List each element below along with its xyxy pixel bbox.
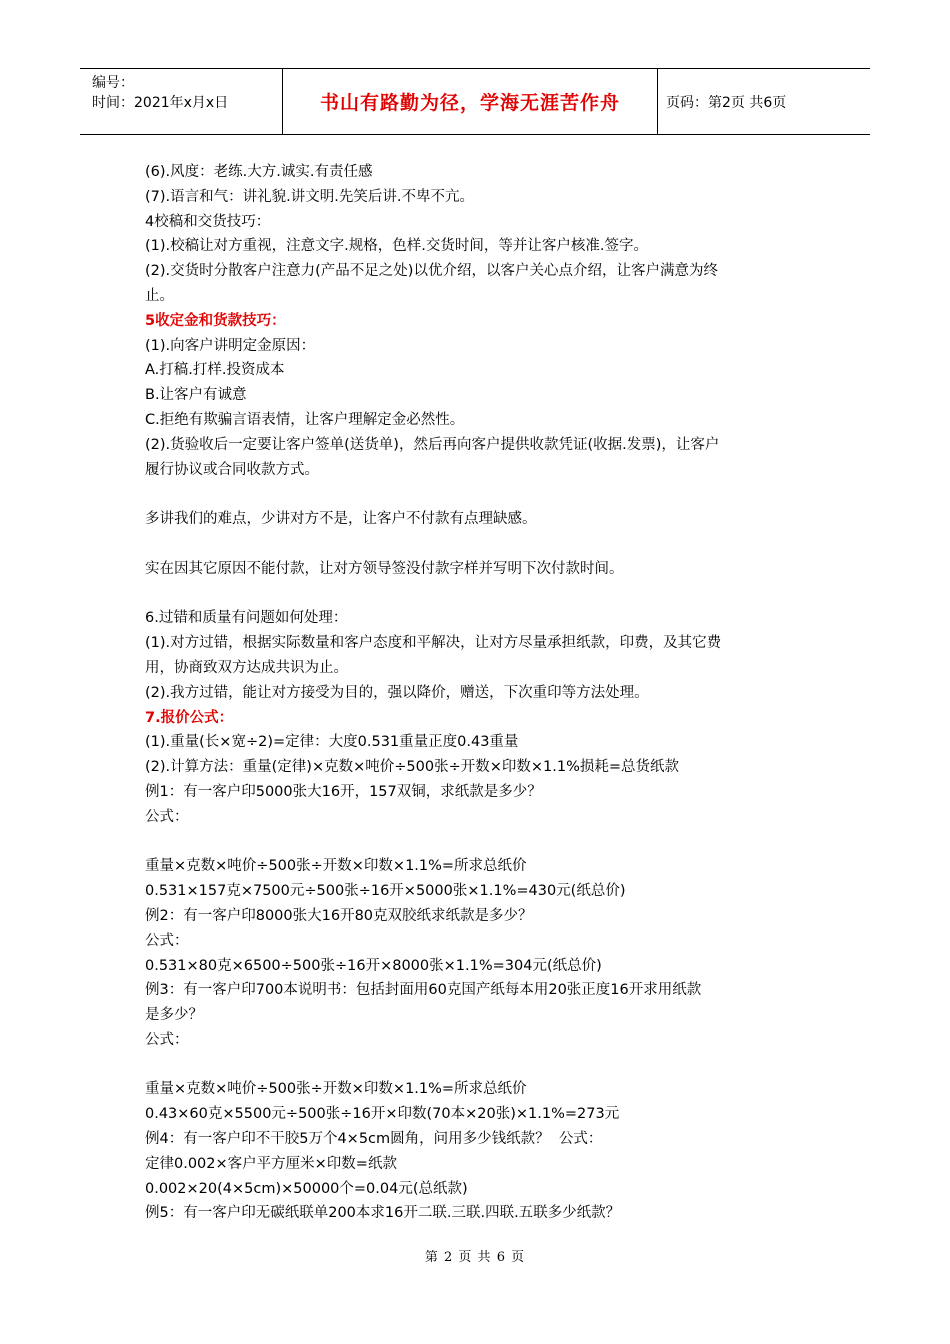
- text-line: 止。: [145, 287, 174, 304]
- blank-line: [145, 482, 825, 507]
- section-heading: 5收定金和货款技巧：: [145, 312, 286, 329]
- header-page-info: 页码：第2页 共6页: [666, 94, 787, 111]
- text-line: 重量×克数×吨价÷500张÷开数×印数×1.1%=所求总纸价: [145, 858, 527, 875]
- text-line: 0.531×80克×6500÷500张÷16开×8000张×1.1%=304元(纸总价): [145, 957, 602, 974]
- blank-line: [145, 532, 825, 557]
- document-body: [145, 160, 825, 1226]
- text-line: 是多少？: [145, 1007, 203, 1024]
- text-line: 公式：: [145, 808, 189, 825]
- text-line: 多讲我们的难点，少讲对方不是，让客户不付款有点理缺感。: [145, 511, 537, 528]
- document-date: 时间：2021年x月x日: [92, 95, 229, 111]
- text-line: 例4：有一客户印不干胶5万个4×5cm圆角，问用多少钱纸款？ 公式：: [145, 1131, 603, 1148]
- blank-line: [145, 582, 825, 607]
- text-line: (2).货验收后一定要让客户签单(送货单)，然后再向客户提供收款凭证(收据.发票)，让客户: [145, 436, 720, 453]
- text-line: (2).交货时分散客户注意力(产品不足之处)以优介绍，以客户关心点介绍，让客户满意为终: [145, 263, 718, 280]
- text-line: 重量×克数×吨价÷500张÷开数×印数×1.1%=所求总纸价: [145, 1081, 527, 1098]
- text-line: A.打稿.打样.投资成本: [145, 362, 285, 379]
- text-line: (2).计算方法：重量(定律)×克数×吨价÷500张÷开数×印数×1.1%损耗=总货纸款: [145, 759, 680, 776]
- blank-line: [145, 830, 825, 855]
- text-line: 用，协商致双方达成共识为止。: [145, 659, 348, 676]
- text-line: (1).向客户讲明定金原因：: [145, 337, 316, 354]
- text-line: C.拒绝有欺骗言语表情，让客户理解定金必然性。: [145, 411, 465, 428]
- text-line: 公式：: [145, 932, 189, 949]
- blank-line: [145, 1053, 825, 1078]
- text-line: 例3：有一客户印700本说明书：包括封面用60克国产纸每本用20张正度16开求用纸款: [145, 982, 702, 999]
- text-line: 6.过错和质量有问题如何处理：: [145, 610, 348, 627]
- header-meta: [80, 69, 283, 134]
- section-heading: 7.报价公式：: [145, 709, 234, 726]
- text-line: 0.002×20(4×5cm)×50000个=0.04元(总纸款): [145, 1180, 468, 1197]
- text-line: 例2：有一客户印8000张大16开80克双胶纸求纸款是多少？: [145, 907, 533, 924]
- text-line: 例5：有一客户印无碳纸联单200本求16开二联.三联.四联.五联多少纸款？: [145, 1205, 621, 1222]
- text-line: (1).校稿让对方重视，注意文字.规格，色样.交货时间，等并让客户核准.签字。: [145, 238, 648, 255]
- text-line: 0.43×60克×5500元÷500张÷16开×印数(70本×20张)×1.1%=273元: [145, 1106, 620, 1123]
- page-footer: 第 2 页 共 6 页: [424, 1250, 526, 1265]
- text-line: 履行协议或合同收款方式。: [145, 461, 319, 478]
- text-line: 定律0.002×客户平方厘米×印数=纸款: [145, 1155, 397, 1172]
- text-line: (1).重量(长×宽÷2)=定律：大度0.531重量正度0.43重量: [145, 734, 519, 751]
- page-header: [80, 68, 870, 135]
- document-number-label: 编号：: [92, 75, 134, 91]
- header-motto: 书山有路勤为径，学海无涯苦作舟: [283, 69, 658, 134]
- text-line: (2).我方过错，能让对方接受为目的，强以降价，赠送，下次重印等方法处理。: [145, 684, 649, 701]
- text-line: (1).对方过错，根据实际数量和客户态度和平解决，让对方尽量承担纸款，印费，及其它费: [145, 635, 722, 652]
- text-line: (6).风度：老练.大方.诚实.有责任感: [145, 164, 373, 180]
- text-line: 公式：: [145, 1031, 189, 1048]
- text-line: 4校稿和交货技巧：: [145, 213, 271, 230]
- text-line: 0.531×157克×7500元÷500张÷16开×5000张×1.1%=430元(纸总价): [145, 883, 626, 900]
- text-line: 实在因其它原因不能付款，让对方领导签没付款字样并写明下次付款时间。: [145, 560, 624, 577]
- text-line: 例1：有一客户印5000张大16开，157双铜，求纸款是多少？: [145, 783, 542, 800]
- text-line: (7).语言和气：讲礼貌.讲文明.先笑后讲.不卑不亢。: [145, 188, 474, 205]
- text-line: B.让客户有诚意: [145, 387, 247, 404]
